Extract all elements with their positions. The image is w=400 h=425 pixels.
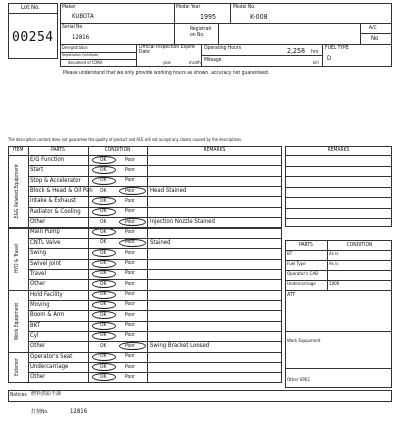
right-remarks-title: REMARKS bbox=[327, 147, 350, 153]
ok-option[interactable]: OK bbox=[100, 322, 107, 329]
poor-option[interactable]: Poor bbox=[125, 270, 135, 277]
ok-option[interactable]: OK bbox=[100, 332, 107, 339]
model-no-value: K-008 bbox=[250, 13, 268, 21]
ok-option[interactable]: OK bbox=[100, 249, 107, 256]
ok-selected-circle bbox=[92, 291, 116, 299]
part-label: Block & Head & Oil Pan bbox=[30, 187, 93, 195]
other-spec-label: Other SPEC bbox=[287, 378, 311, 383]
document-label: document of CONA bbox=[68, 60, 103, 65]
work-equipment-label: Work Equipment bbox=[287, 339, 321, 344]
registration-label: Registrati on No. bbox=[190, 26, 212, 38]
ok-selected-circle bbox=[92, 332, 116, 340]
maker-label: Maker bbox=[62, 4, 76, 10]
poor-selected-circle bbox=[119, 187, 146, 195]
part-label: E/G Function bbox=[30, 156, 65, 163]
poor-option[interactable]: Poor bbox=[125, 260, 135, 266]
mileage-label: Mileage bbox=[204, 57, 222, 63]
year-label: year bbox=[163, 60, 172, 65]
poor-option[interactable]: Poor bbox=[125, 332, 135, 339]
poor-option[interactable]: Poor bbox=[125, 311, 135, 318]
reg-certificate-label: Registration Certificate bbox=[62, 53, 99, 57]
ok-option[interactable]: OK bbox=[100, 228, 107, 235]
ok-selected-circle bbox=[92, 322, 116, 330]
poor-option[interactable]: Poor bbox=[125, 156, 135, 163]
group-label: HYD & Travel bbox=[14, 243, 20, 274]
notices-box bbox=[8, 390, 392, 402]
right-part-value: 100R bbox=[329, 282, 340, 287]
model-year-value: 1995 bbox=[200, 13, 217, 21]
ok-option[interactable]: OK bbox=[100, 156, 107, 163]
fuel-value: D bbox=[327, 55, 332, 62]
ok-option[interactable]: OK bbox=[100, 342, 107, 349]
serial-label: Serial No bbox=[62, 24, 83, 30]
maker-value: KUBOTA bbox=[72, 13, 94, 20]
model-year-label: Model Year bbox=[176, 4, 201, 10]
ok-selected-circle bbox=[92, 177, 116, 185]
col-condition: CONDITION bbox=[104, 147, 131, 153]
right-col-parts: PARTS bbox=[299, 242, 313, 248]
poor-option[interactable]: Poor bbox=[125, 322, 135, 329]
poor-option[interactable]: Poor bbox=[125, 239, 135, 246]
part-label: Boom & Arm bbox=[30, 311, 65, 319]
right-part-label: BT bbox=[287, 252, 293, 257]
part-label: CNTL Valve bbox=[30, 238, 61, 246]
lot-number: 00254 bbox=[12, 30, 54, 45]
ok-selected-circle bbox=[92, 363, 116, 371]
hours-label: Operating Hours bbox=[204, 45, 242, 51]
ok-option[interactable]: OK bbox=[100, 177, 107, 184]
ok-selected-circle bbox=[92, 208, 116, 216]
ok-option[interactable]: OK bbox=[100, 291, 107, 298]
remark-text: Injection Nozzle Stained bbox=[150, 218, 215, 226]
part-label: Hold Facility bbox=[30, 290, 63, 298]
part-label: Cyl bbox=[30, 331, 39, 339]
part-label: Other bbox=[30, 218, 46, 226]
disclaimer: The description content does not guarantee the quality of product and ACE will not accept any claims caused by the descriptions. bbox=[8, 137, 243, 142]
poor-option[interactable]: Poor bbox=[125, 197, 135, 204]
ac-value: No bbox=[371, 35, 379, 42]
ok-option[interactable]: OK bbox=[100, 197, 107, 204]
model-no-label: Model No. bbox=[233, 4, 256, 10]
lot-label: Lot No. bbox=[21, 4, 40, 11]
remark-text: Stained bbox=[150, 238, 171, 246]
poor-option[interactable]: Poor bbox=[125, 166, 135, 173]
part-label: Moving bbox=[30, 300, 50, 308]
right-part-value: As is bbox=[329, 262, 339, 267]
poor-option[interactable]: Poor bbox=[125, 373, 135, 380]
poor-selected-circle bbox=[119, 239, 146, 247]
hours-unit: hrs bbox=[311, 49, 319, 55]
poor-option[interactable]: Poor bbox=[125, 363, 135, 370]
poor-option[interactable]: Poor bbox=[125, 291, 135, 298]
ok-option[interactable]: OK bbox=[100, 260, 107, 266]
poor-option[interactable]: Poor bbox=[125, 280, 135, 287]
poor-option[interactable]: Poor bbox=[125, 208, 135, 215]
month-label: month bbox=[189, 60, 201, 65]
ok-option[interactable]: OK bbox=[100, 363, 107, 370]
group-label: Exterior bbox=[14, 358, 20, 377]
part-label: Other bbox=[30, 373, 46, 381]
ok-option[interactable]: OK bbox=[100, 301, 107, 308]
right-part-label: Fuel Type bbox=[287, 262, 306, 267]
poor-option[interactable]: Poor bbox=[125, 218, 135, 225]
poor-option[interactable]: Poor bbox=[125, 342, 135, 349]
ok-option[interactable]: OK bbox=[100, 187, 107, 194]
ok-selected-circle bbox=[92, 353, 116, 361]
deregistration-label: Deregistration bbox=[62, 45, 88, 50]
poor-option[interactable]: Poor bbox=[125, 177, 135, 184]
right-part-label: Undercarriage bbox=[287, 282, 316, 287]
hours-notice: Please understand that we only provide working hours as shown. accuracy not guaranteed. bbox=[63, 70, 270, 76]
inspection-label: Official Inspection Expire Date bbox=[139, 44, 195, 56]
notices-label: Notices bbox=[10, 392, 27, 398]
remark-text: Swing Bracket Loosed bbox=[150, 342, 210, 350]
footer-label: 打刻No. bbox=[31, 409, 49, 415]
ok-option[interactable]: OK bbox=[100, 280, 107, 287]
poor-option[interactable]: Poor bbox=[125, 187, 135, 194]
part-label: Swing bbox=[30, 249, 47, 257]
part-label: Other bbox=[30, 342, 46, 350]
group-label: E&G Related Equipment bbox=[14, 164, 20, 219]
ok-option[interactable]: OK bbox=[100, 353, 107, 360]
ok-option[interactable]: OK bbox=[100, 239, 107, 246]
right-part-label: Operator's CAB bbox=[287, 272, 318, 277]
notices-text: 燃料供給不調 bbox=[31, 391, 62, 397]
group-label: Work Equipment bbox=[14, 301, 20, 340]
part-label: Operator's Seat bbox=[30, 352, 73, 360]
ok-selected-circle bbox=[92, 301, 116, 309]
col-item: ITEM bbox=[12, 147, 24, 153]
part-label: Radiator & Cooling bbox=[30, 207, 81, 215]
ok-selected-circle bbox=[92, 260, 116, 268]
ok-option[interactable]: OK bbox=[100, 311, 107, 318]
footer-value: 12816 bbox=[70, 408, 88, 415]
ok-option[interactable]: OK bbox=[100, 270, 107, 277]
part-label: Undercarriage bbox=[30, 363, 69, 370]
part-label: Other bbox=[30, 280, 46, 288]
hours-value: 2,258 bbox=[287, 47, 306, 55]
ok-selected-circle bbox=[92, 156, 116, 164]
poor-option[interactable]: Poor bbox=[125, 249, 135, 256]
part-label: Start bbox=[30, 166, 44, 174]
col-parts: PARTS bbox=[51, 147, 65, 153]
mileage-unit: km bbox=[313, 60, 319, 65]
right-col-condition: CONDITION bbox=[346, 242, 373, 248]
poor-option[interactable]: Poor bbox=[125, 353, 135, 360]
ok-option[interactable]: OK bbox=[100, 166, 107, 173]
part-label: Swivel Joint bbox=[30, 259, 62, 267]
poor-option[interactable]: Poor bbox=[125, 301, 135, 308]
fuel-label: FUEL TYPE bbox=[325, 45, 349, 51]
ok-option[interactable]: OK bbox=[100, 218, 107, 225]
ac-label: A/C bbox=[369, 25, 377, 31]
ok-option[interactable]: OK bbox=[100, 208, 107, 215]
part-label: Stop & Accelerator bbox=[30, 176, 81, 184]
part-label: Intake & Exhaust bbox=[30, 197, 76, 205]
part-label: Main Pump bbox=[30, 228, 60, 236]
serial-value: 12816 bbox=[72, 34, 90, 41]
ok-option[interactable]: OK bbox=[100, 373, 107, 380]
part-label: BKT bbox=[30, 321, 41, 329]
att-label: ATT bbox=[287, 292, 296, 298]
col-remarks: REMARKS bbox=[203, 147, 226, 153]
remark-text: Head Stained bbox=[150, 187, 187, 195]
ok-selected-circle bbox=[92, 270, 116, 278]
right-part-value: As is bbox=[329, 252, 339, 257]
part-label: Travel bbox=[30, 269, 46, 277]
poor-option[interactable]: Poor bbox=[125, 228, 135, 235]
